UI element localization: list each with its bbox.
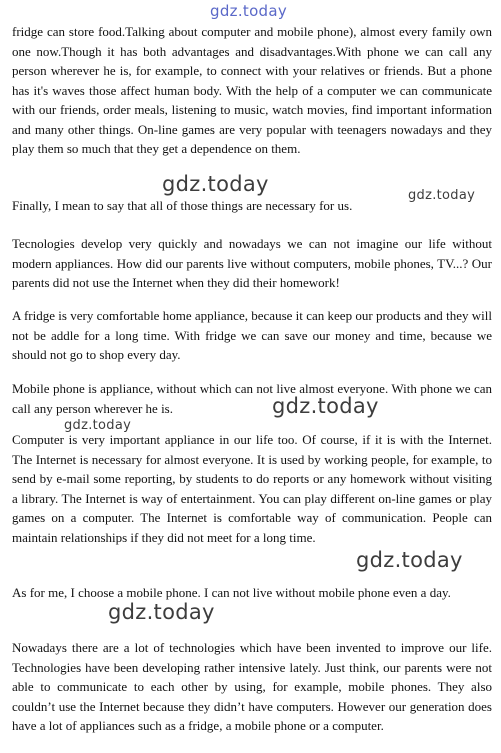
watermark: gdz.today [108, 600, 215, 624]
paragraph-4: A fridge is very comfortable home appliance, because it can keep our products and they will not be addle for a long time. With fridge we can save our money and time, because we should not go to shop every day. [12, 308, 492, 362]
watermark-top: gdz.today [210, 2, 288, 20]
watermark: gdz.today [356, 548, 463, 572]
paragraph-2: Finally, I mean to say that all of those things are necessary for us. [12, 198, 353, 213]
watermark: gdz.today [272, 394, 379, 418]
watermark: gdz.today [64, 418, 132, 433]
paragraph-7: As for me, I choose a mobile phone. I can not live without mobile phone even a day. [12, 585, 451, 600]
paragraph-6: Computer is very important appliance in our life too. Of course, if it is with the Internet. The Internet is necessary for almost everyone. It is used by working people, for example, to send by e-mail some reporting, by students to do reports or any homework without visiting a library. The Internet is way of entertainment. You can play different on-line games or play games on a computer. The Internet is comfortable way of communication. People can maintain relationships if they did not meet for a long time. [12, 432, 492, 545]
paragraph-8: Nowadays there are a lot of technologies which have been invented to improve our life. Technologies have been developing rather intensive lately. Just think, our parents were not able to communicate to each other by using, for example, mobile phones. They also couldn’t use the Internet because they didn’t have computers. However our generation does have a lot of appliances such as a fridge, a mobile phone or a computer. [12, 640, 492, 733]
paragraph-3: Tecnologies develop very quickly and nowadays we can not imagine our life without modern appliances. How did our parents live without computers, mobile phones, TV...? Our parents did not use the Internet when they did their homework! [12, 236, 492, 290]
watermark: gdz.today [408, 188, 476, 203]
paragraph-5: Mobile phone is appliance, without which can not live almost everyone. With phone we can call any person wherever he is. [12, 381, 492, 416]
paragraph-1: fridge can store food.Talking about computer and mobile phone), almost every family own one now.Though it has both advantages and disadvantages.With phone we can call any person wherever he is, for example, to connect with your relatives or friends. But a phone has it's waves those affect human body. With the help of a computer we can communicate with our friends, order meals, listening to music, watch movies, find important information and many other things. On-line games are very popular with teenagers nowadays and they play them so much that they get a dependence on them. [12, 24, 492, 156]
watermark: gdz.today [162, 172, 269, 196]
